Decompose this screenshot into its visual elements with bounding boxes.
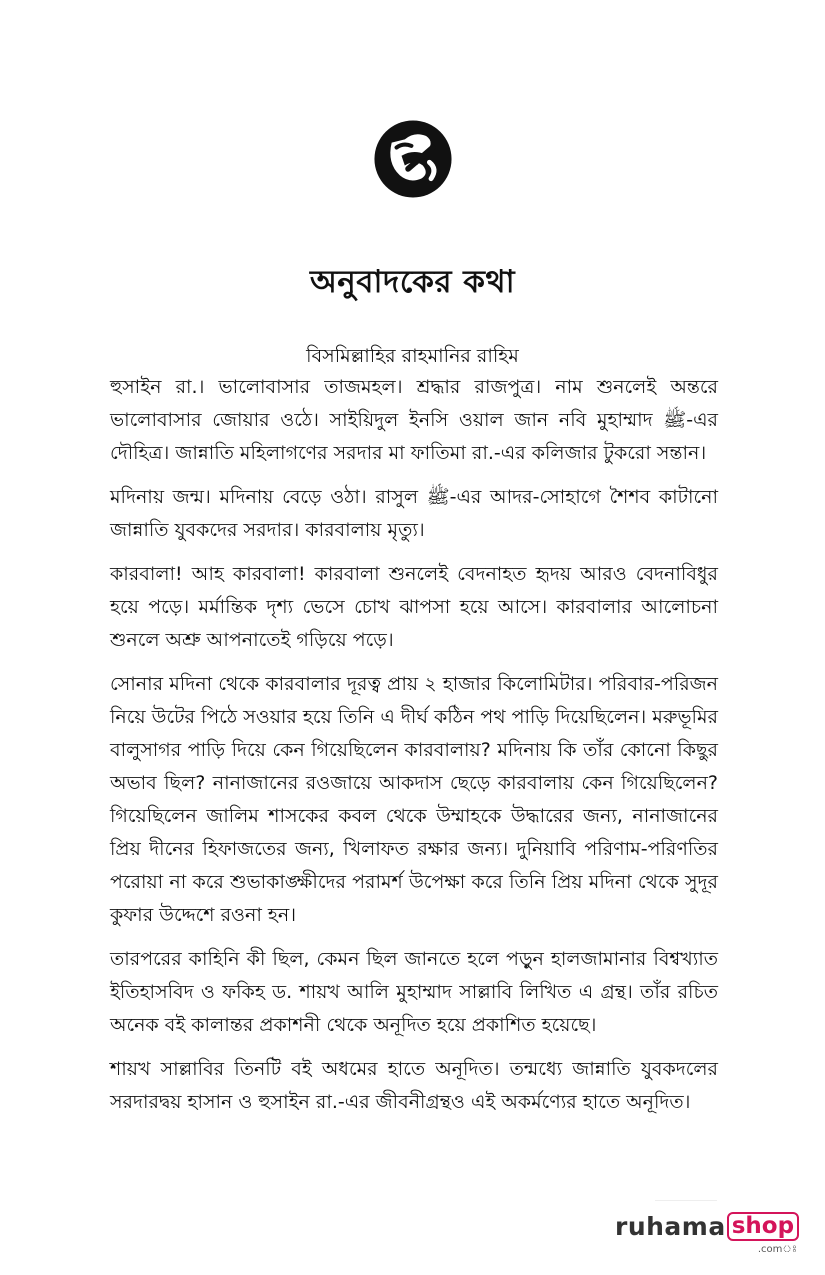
paragraph: কারবালা! আহ কারবালা! কারবালা শুনলেই বেদনাহত হৃদয় আরও বেদনাবিধুর হয়ে পড়ে। মর্মান্তিক দৃশ্য ভেসে চোখ ঝাপসা হয়ে আসে। কারবালার আলোচনা শুনলে অশ্রু আপনাতেই গড়িয়ে পড়ে। (110, 563, 718, 651)
bismillah-heading: বিসমিল্লাহির রাহমানির রাহিম (306, 345, 519, 367)
logo-domain-text: .comঃ (757, 1244, 798, 1255)
logo-brand-text: ruhama (615, 1212, 726, 1241)
page-title: অনুবাদকের কথা (309, 264, 516, 300)
logo-shop-text: shop (727, 1212, 799, 1241)
paragraph: হুসাইন রা.। ভালোবাসার তাজমহল। শ্রদ্ধার রাজপুত্র। নাম শুনলেই অন্তরে ভালোবাসার জোয়ার ওঠে। সাইয়িদুল ইনসি ওয়াল জান নবি মুহাম্মাদ ﷺ-এর দৌহিত্র। জান্নাতি মহিলাগণের সরদার মা ফাতিমা রা.-এর কলিজার টুকরো সন্তান। (110, 376, 718, 464)
watermark-logo (615, 1212, 799, 1255)
paragraph: তারপরের কাহিনি কী ছিল, কেমন ছিল জানতে হলে পড়ুন হালজামানার বিশ্বখ্যাত ইতিহাসবিদ ও ফকিহ ড. শায়খ আলি মুহাম্মাদ সাল্লাবি লিখিত এ গ্রন্থ। তাঁর রচিত অনেক বই কালান্তর প্রকাশনী থেকে অনূদিত হয়ে প্রকাশিত হয়েছে। (110, 948, 718, 1036)
paragraph: মদিনায় জন্ম। মদিনায় বেড়ে ওঠা। রাসুল ﷺ-এর আদর-সোহাগে শৈশব কাটানো জান্নাতি যুবকদের সরদার। কারবালায় মৃত্যু। (110, 486, 718, 541)
paragraph: শায়খ সাল্লাবির তিনটি বই অধমের হাতে অনূদিত। তন্মধ্যে জান্নাতি যুবকদলের সরদারদ্বয় হাসান ও হুসাইন রা.-এর জীবনীগ্রন্থও এই অকর্মণ্যের হাতে অনূদিত। (110, 1058, 718, 1113)
chapter-ornament-icon (372, 118, 454, 200)
body-text (110, 371, 718, 1130)
paragraph: সোনার মদিনা থেকে কারবালার দূরত্ব প্রায় ২ হাজার কিলোমিটার। পরিবার-পরিজন নিয়ে উটের পিঠে সওয়ার হয়ে তিনি এ দীর্ঘ কঠিন পথ পাড়ি দিয়েছিলেন। মরুভূমির বালুসাগর পাড়ি দিয়ে কেন গিয়েছিলেন কারবালায়? মদিনায় কি তাঁর কোনো কিছুর অভাব ছিল? নানাজানের রওজায়ে আকদাস ছেড়ে কারবালায় কেন গিয়েছিলেন? গিয়েছিলেন জালিম শাসকের কবল থেকে উম্মাহকে উদ্ধারের জন্য, নানাজানের প্রিয় দীনের হিফাজতের জন্য, খিলাফত রক্ষার জন্য। দুনিয়াবি পরিণাম-পরিণতির পরোয়া না করে শুভাকাঙ্ক্ষীদের পরামর্শ উপেক্ষা করে তিনি প্রিয় মদিনা থেকে সুদূর কুফার উদ্দেশে রওনা হন। (110, 673, 718, 926)
divider (655, 1200, 717, 1201)
logo-shop-badge (727, 1212, 799, 1255)
